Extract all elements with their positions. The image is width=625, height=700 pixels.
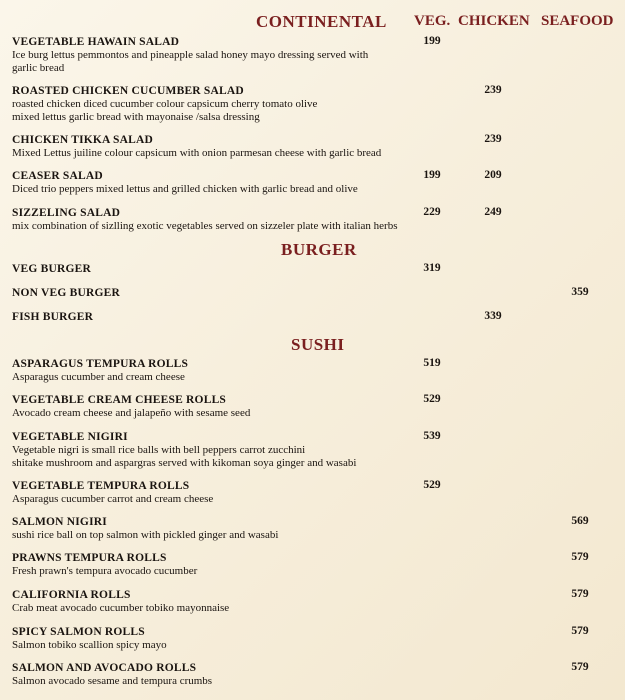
price-seafood: 569 bbox=[571, 515, 589, 527]
menu-item bbox=[12, 551, 612, 578]
menu-item bbox=[12, 310, 612, 324]
price-seafood: 579 bbox=[571, 588, 589, 600]
menu-item bbox=[12, 286, 612, 300]
price-seafood: 359 bbox=[571, 286, 589, 298]
section-title-sushi: SUSHI bbox=[291, 335, 345, 354]
price-veg: 199 bbox=[423, 169, 441, 181]
item-description: Ice burg lettus pemmontos and pineapple salad honey mayo dressing served with bbox=[12, 49, 369, 61]
column-header-veg: VEG. bbox=[414, 13, 451, 29]
column-header-seafood: SEAFOOD bbox=[541, 13, 614, 29]
item-name: VEGETABLE HAWAIN SALAD bbox=[12, 36, 180, 48]
section-title-continental: CONTINENTAL bbox=[256, 12, 387, 31]
price-seafood: 579 bbox=[571, 625, 589, 637]
item-name: SALMON NIGIRI bbox=[12, 516, 107, 528]
item-description: Asparagus cucumber and cream cheese bbox=[12, 371, 185, 383]
menu-item bbox=[12, 588, 612, 615]
item-name: NON VEG BURGER bbox=[12, 287, 121, 299]
menu-item bbox=[12, 133, 612, 160]
column-header-chicken: CHICKEN bbox=[458, 13, 530, 29]
item-description: Fresh prawn's tempura avocado cucumber bbox=[12, 565, 198, 577]
item-description: Crab meat avocado cucumber tobiko mayonnaise bbox=[12, 602, 230, 614]
item-name: ASPARAGUS TEMPURA ROLLS bbox=[12, 358, 189, 370]
item-name: SIZZELING SALAD bbox=[12, 207, 121, 219]
price-chicken: 239 bbox=[484, 133, 502, 145]
item-description: roasted chicken diced cucumber colour capsicum cherry tomato olive bbox=[12, 98, 318, 110]
item-description: mixed lettus garlic bread with mayonaise /salsa dressing bbox=[12, 111, 260, 123]
menu-item bbox=[12, 35, 612, 75]
menu-item bbox=[12, 84, 612, 124]
menu-item bbox=[12, 169, 612, 196]
price-veg: 539 bbox=[423, 430, 441, 442]
price-veg: 229 bbox=[423, 206, 441, 218]
item-name: SALMON AND AVOCADO ROLLS bbox=[12, 662, 197, 674]
price-chicken: 239 bbox=[484, 84, 502, 96]
item-description: mix combination of sizlling exotic vegetables served on sizzeler plate with italian herbs bbox=[12, 220, 398, 232]
menu-item bbox=[12, 661, 612, 688]
item-description: Mixed Lettus juiline colour capsicum with onion parmesan cheese with garlic bread bbox=[12, 147, 382, 159]
item-name: CHICKEN TIKKA SALAD bbox=[12, 134, 153, 146]
item-name: CALIFORNIA ROLLS bbox=[12, 589, 131, 601]
item-name: CEASER SALAD bbox=[12, 170, 103, 182]
item-name: PRAWNS TEMPURA ROLLS bbox=[12, 552, 167, 564]
menu-item bbox=[12, 262, 612, 276]
item-name: SPICY SALMON ROLLS bbox=[12, 626, 145, 638]
item-description: Salmon avocado sesame and tempura crumbs bbox=[12, 675, 213, 687]
menu-item bbox=[12, 515, 612, 542]
item-description: Salmon tobiko scallion spicy mayo bbox=[12, 639, 167, 651]
menu-item bbox=[12, 430, 612, 470]
item-name: VEG BURGER bbox=[12, 263, 91, 275]
item-description: Asparagus cucumber carrot and cream cheese bbox=[12, 493, 214, 505]
item-name: VEGETABLE NIGIRI bbox=[12, 431, 128, 443]
item-description: Diced trio peppers mixed lettus and grilled chicken with garlic bread and olive bbox=[12, 183, 358, 195]
price-chicken: 249 bbox=[484, 206, 502, 218]
item-name: VEGETABLE TEMPURA ROLLS bbox=[12, 480, 190, 492]
item-name: FISH BURGER bbox=[12, 311, 94, 323]
item-description: garlic bread bbox=[12, 62, 65, 74]
menu-item bbox=[12, 625, 612, 652]
item-description: Avocado cream cheese and jalapeño with sesame seed bbox=[12, 407, 251, 419]
item-name: VEGETABLE CREAM CHEESE ROLLS bbox=[12, 394, 227, 406]
price-veg: 319 bbox=[423, 262, 441, 274]
price-veg: 519 bbox=[423, 357, 441, 369]
item-description: shitake mushroom and aspargras served with kikoman soya ginger and wasabi bbox=[12, 457, 357, 469]
price-veg: 529 bbox=[423, 479, 441, 491]
menu-item bbox=[12, 357, 612, 384]
price-seafood: 579 bbox=[571, 551, 589, 563]
menu-item bbox=[12, 206, 612, 233]
price-chicken: 209 bbox=[484, 169, 502, 181]
price-veg: 199 bbox=[423, 35, 441, 47]
item-description: Vegetable nigri is small rice balls with bell peppers carrot zucchini bbox=[12, 444, 306, 456]
price-veg: 529 bbox=[423, 393, 441, 405]
section-title-burger: BURGER bbox=[281, 240, 357, 259]
item-description: sushi rice ball on top salmon with pickled ginger and wasabi bbox=[12, 529, 279, 541]
price-seafood: 579 bbox=[571, 661, 589, 673]
menu-item bbox=[12, 479, 612, 506]
price-chicken: 339 bbox=[484, 310, 502, 322]
menu-item bbox=[12, 393, 612, 420]
item-name: ROASTED CHICKEN CUCUMBER SALAD bbox=[12, 85, 244, 97]
